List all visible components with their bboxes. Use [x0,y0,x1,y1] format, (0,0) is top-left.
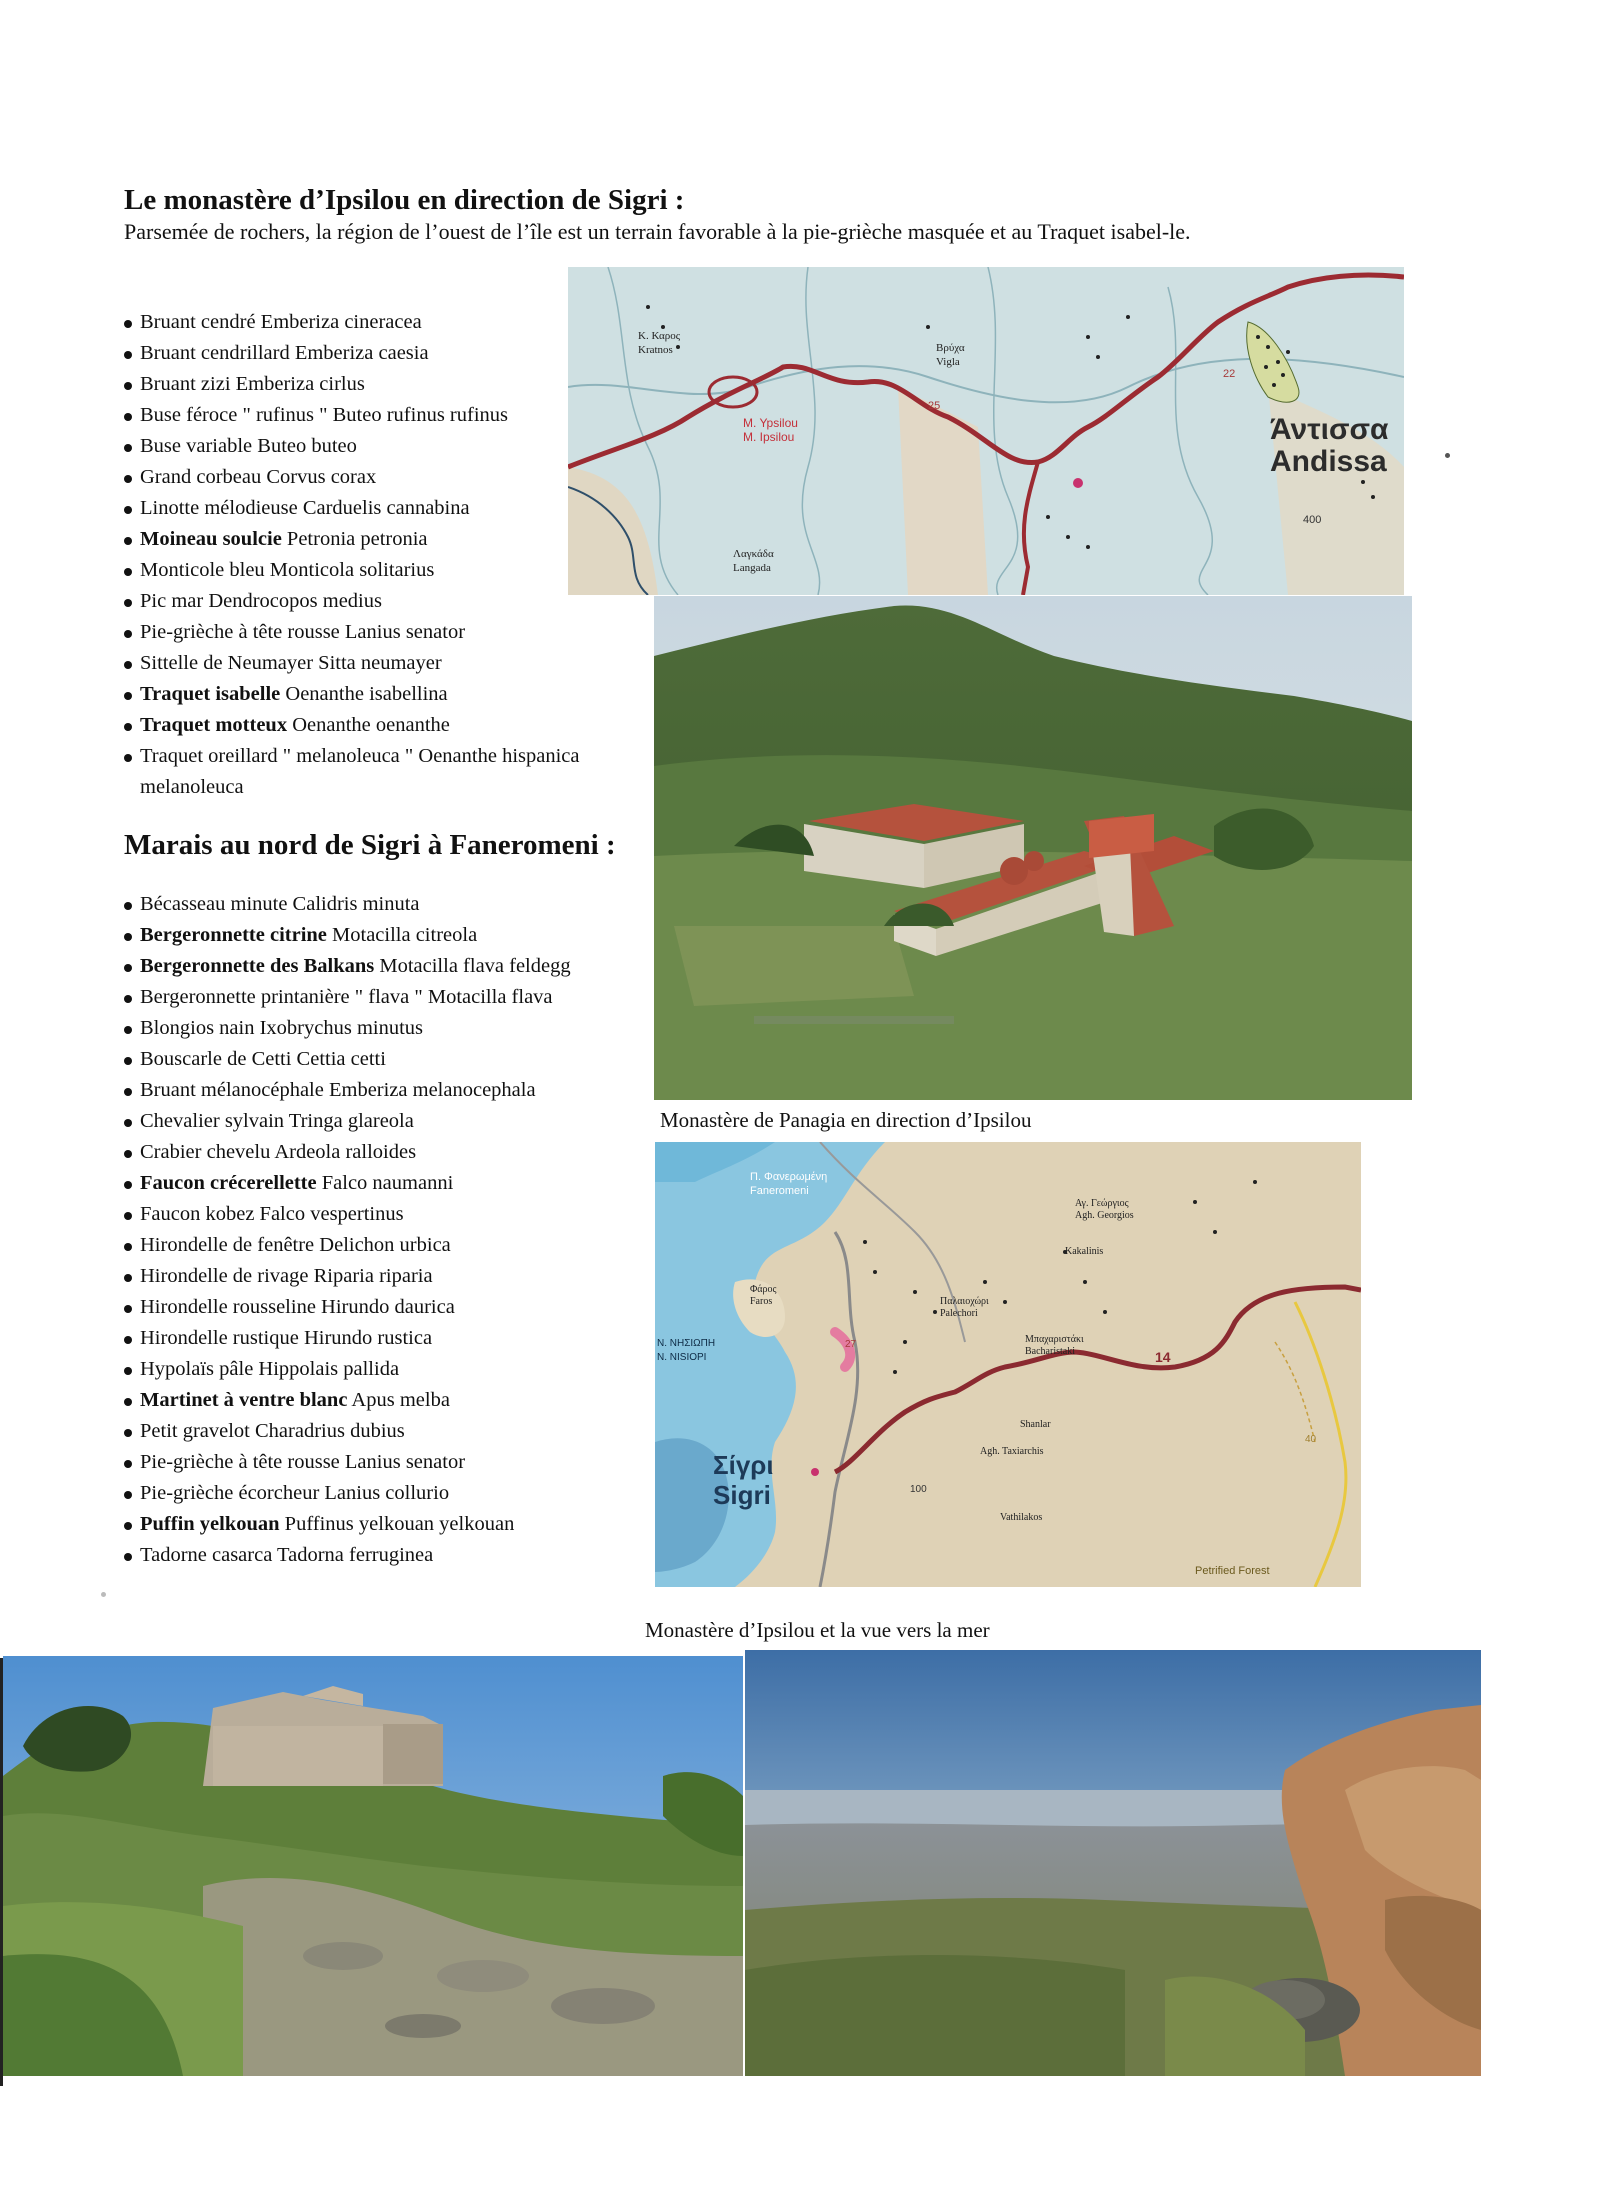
list-item: Hirondelle de rivage Riparia riparia [122,1261,652,1292]
map-label: 27 [845,1339,857,1350]
list-item: Hypolaïs pâle Hippolais pallida [122,1354,652,1385]
map-label: Petrified Forest [1195,1565,1270,1577]
list-item: Bergeronnette printanière " flava " Motacilla flava [122,982,652,1013]
map-label: 100 [910,1484,927,1495]
list-item: Faucon crécerellette Falco naumanni [122,1168,652,1199]
map-label: Kratnos [638,344,673,356]
list-item: Tadorne casarca Tadorna ferruginea [122,1540,652,1571]
map-label: Βρύχα [936,342,965,354]
map-label: Andissa [1270,445,1387,478]
section1-intro: Parsemée de rochers, la région de l’ouest de l’île est un terrain favorable à la pie-grièche masquée et au Traquet isabel-le. [124,219,1191,244]
list-item: Puffin yelkouan Puffinus yelkouan yelkouan [122,1509,652,1540]
map-label: Bacharistaki [1025,1346,1075,1357]
map-label: Αγ. Γεώργιος [1075,1198,1129,1209]
map-label: Vathilakos [1000,1512,1043,1523]
map-ipsilou-andissa [568,267,1404,595]
map-label: 22 [1223,368,1236,380]
map-label: Φάρος [750,1284,777,1295]
list-item: Bruant cendrillard Emberiza caesia [122,338,642,369]
list-item: Hirondelle rousseline Hirundo daurica [122,1292,652,1323]
map-label: Palechori [940,1308,978,1319]
map-label: Π. Φανερωμένη [750,1171,828,1183]
photo-sea-view [745,1650,1481,2076]
list-item: Blongios nain Ixobrychus minutus [122,1013,652,1044]
photo-ipsilou-monastery [3,1656,743,2076]
map-label: Faros [750,1296,773,1307]
list-item: Traquet isabelle Oenanthe isabellina [122,679,642,710]
list-item: Pie-grièche à tête rousse Lanius senator [122,617,642,648]
map-label: Λαγκάδα [733,548,774,560]
map-label: Ν. ΝΗΣΙΩΠΗ [657,1338,716,1349]
list-item: Moineau soulcie Petronia petronia [122,524,642,555]
map-label: Μπαχαριστάκι [1025,1334,1084,1345]
list-item: Bouscarle de Cetti Cettia cetti [122,1044,652,1075]
caption-ipsilou: Monastère d’Ipsilou et la vue vers la mer [645,1618,990,1642]
scan-speck [1445,453,1450,458]
list-item: Buse variable Buteo buteo [122,431,642,462]
list-item: Traquet motteux Oenanthe oenanthe [122,710,642,741]
list-item: Faucon kobez Falco vespertinus [122,1199,652,1230]
caption-panagia: Monastère de Panagia en direction d’Ipsilou [660,1108,1032,1132]
list-item: Traquet oreillard " melanoleuca " Oenanthe hispanica melanoleuca [122,741,642,803]
scan-edge [0,1658,3,2086]
map-label: Sigri [713,1480,771,1510]
photo-panagia-monastery [654,596,1412,1100]
list-item: Pie-grièche écorcheur Lanius collurio [122,1478,652,1509]
list-item: Sittelle de Neumayer Sitta neumayer [122,648,642,679]
map-label: 400 [1303,514,1322,526]
list-item: Crabier chevelu Ardeola ralloides [122,1137,652,1168]
list-item: Martinet à ventre blanc Apus melba [122,1385,652,1416]
list-item: Pie-grièche à tête rousse Lanius senator [122,1447,652,1478]
map-label: Παλαιοχώρι [940,1296,989,1307]
map-label: M. Ipsilou [743,430,795,444]
map-label: 40 [1305,1434,1317,1445]
map-label: Langada [733,562,771,574]
list-item: Hirondelle rustique Hirundo rustica [122,1323,652,1354]
map-label: Σίγρι [713,1450,774,1480]
map-label: 25 [928,400,941,412]
map-label: Shanlar [1020,1419,1051,1430]
map-label: Kakalinis [1065,1246,1104,1257]
map-label: N. NISIOPI [657,1352,707,1363]
list-item: Hirondelle de fenêtre Delichon urbica [122,1230,652,1261]
list-item: Bergeronnette citrine Motacilla citreola [122,920,652,951]
map-sigri-faneromeni [655,1142,1361,1587]
list-item: Monticole bleu Monticola solitarius [122,555,642,586]
map-label: M. Ypsilou [743,416,798,430]
list-item: Petit gravelot Charadrius dubius [122,1416,652,1447]
section2-title: Marais au nord de Sigri à Faneromeni : [124,829,616,861]
map-label: 14 [1155,1349,1171,1365]
list-item: Bécasseau minute Calidris minuta [122,889,652,920]
list-item: Pic mar Dendrocopos medius [122,586,642,617]
map-label: Faneromeni [750,1185,809,1197]
list-item: Bruant cendré Emberiza cineracea [122,307,642,338]
bird-list-faneromeni [122,889,652,1571]
map-label: Agh. Taxiarchis [980,1446,1044,1457]
list-item: Bergeronnette des Balkans Motacilla flava feldegg [122,951,652,982]
bird-list-ipsilou [122,307,642,803]
map-label: Agh. Georgios [1075,1210,1134,1221]
section1-title: Le monastère d’Ipsilou en direction de Sigri : [124,184,685,216]
list-item: Buse féroce " rufinus " Buteo rufinus rufinus [122,400,642,431]
map-label: Vigla [936,356,960,368]
list-item: Bruant mélanocéphale Emberiza melanocephala [122,1075,652,1106]
list-item: Chevalier sylvain Tringa glareola [122,1106,652,1137]
map-label: Κ. Καρος [638,330,681,342]
map-label: Άντισσα [1270,413,1389,446]
scan-speck [101,1592,106,1597]
list-item: Grand corbeau Corvus corax [122,462,642,493]
list-item: Bruant zizi Emberiza cirlus [122,369,642,400]
list-item: Linotte mélodieuse Carduelis cannabina [122,493,642,524]
